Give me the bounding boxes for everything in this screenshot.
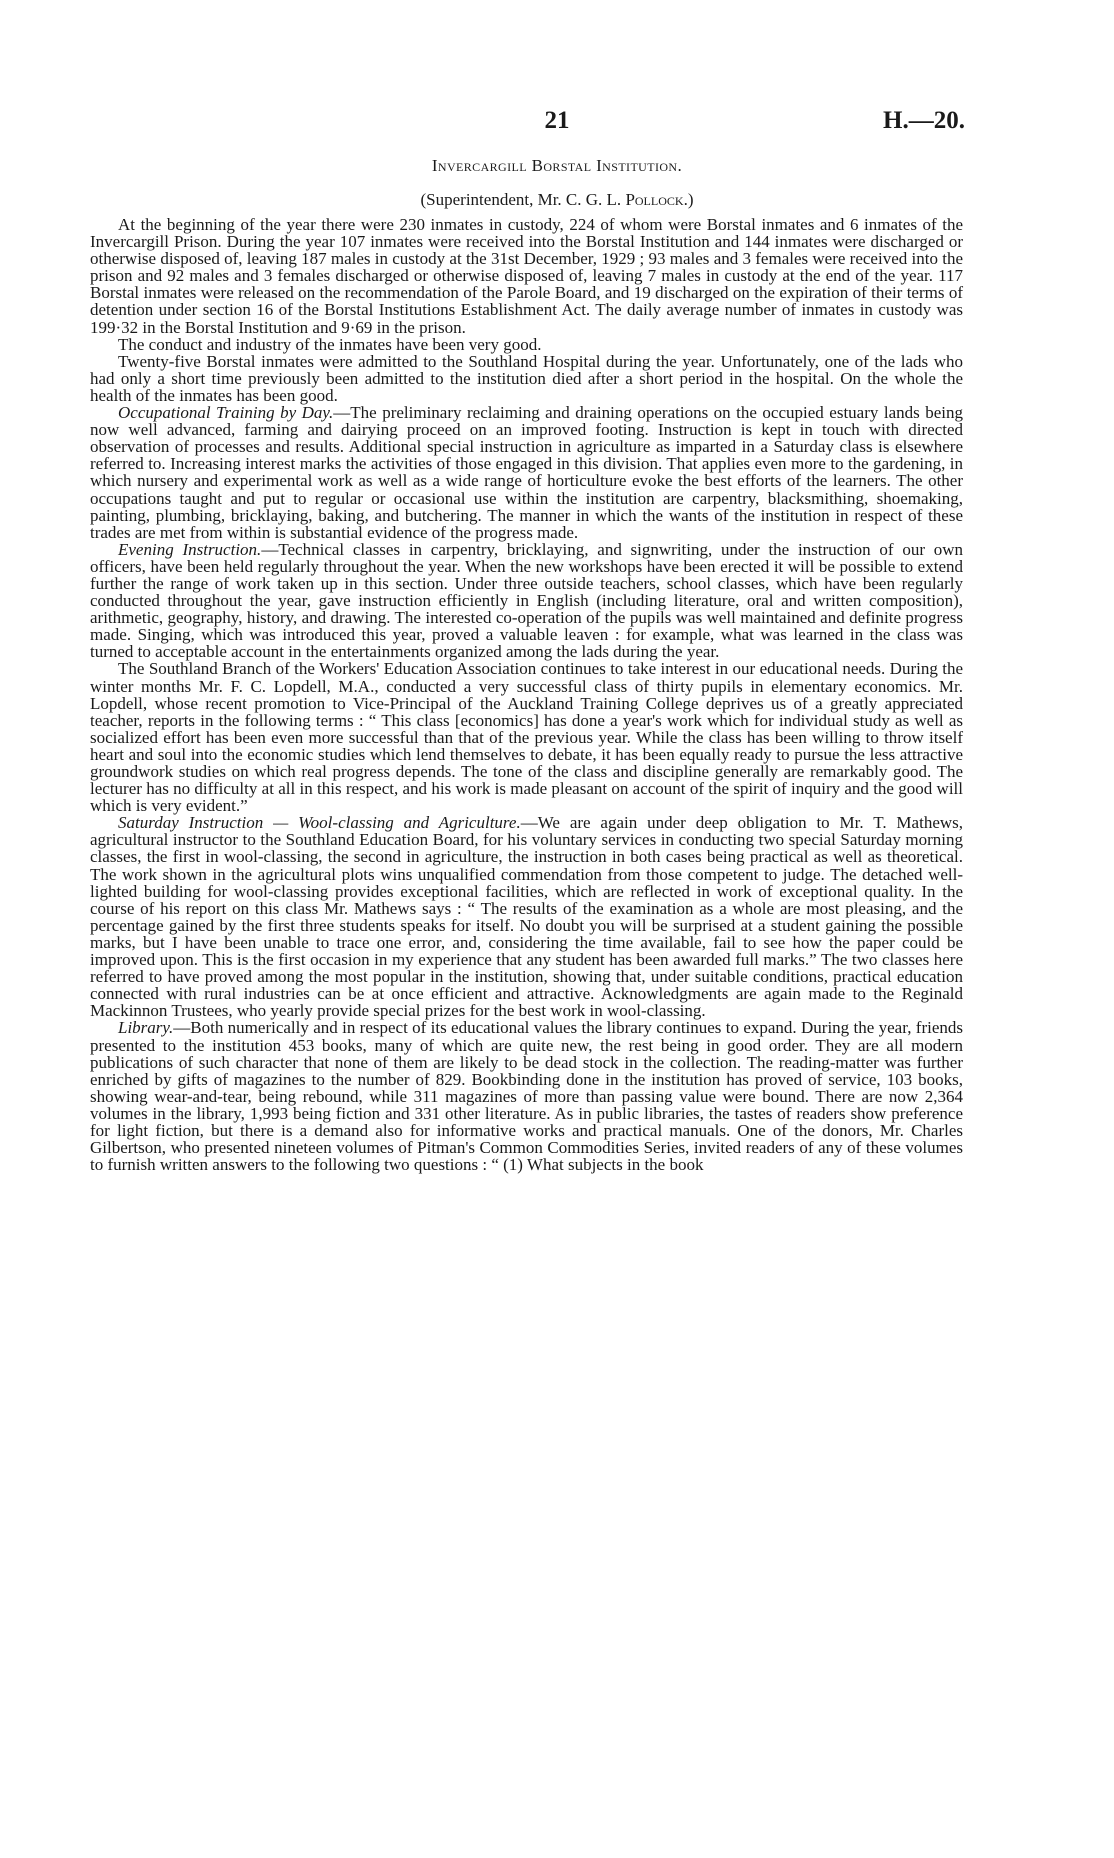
superintendent-name: Pollock xyxy=(625,190,684,209)
paragraph-lead-heading: Library. xyxy=(118,1018,174,1038)
paragraph-saturday-instruction xyxy=(90,814,963,1019)
superintendent-prefix: (Superintendent, Mr. C. G. L. xyxy=(420,190,622,209)
paragraph-library xyxy=(90,1019,963,1173)
paragraph-text: Twenty-five Borstal inmates were admitted to the Southland Hospital during the year. Unfortunately, one of the lads who had only a short time previously been admitted to the institution died after a short period in the hospital. On the whole the health of the inmates has been good. xyxy=(90,351,963,405)
page-number: 21 xyxy=(544,107,570,134)
paragraph-text: At the beginning of the year there were 230 inmates in custody, 224 of whom were Borstal inmates and 6 inmates of the Invercargill Prison. During the year 107 inmates were received into the Borstal Institution and 144 inmates were discharged or otherwise disposed of, leaving 187 males in custody at the 31st December, 1929 ; 93 males and 3 females were received into the prison and 92 males and 3 females discharged or otherwise disposed of, leaving 7 males in custody at the end of the year. 117 Borstal inmates were released on the recommendation of the Parole Board, and 19 discharged on the expiration of their terms of detention under section 16 of the Borstal Institutions Establishment Act. The daily average number of inmates in custody was 199·32 in the Borstal Institution and 9·69 in the prison. xyxy=(90,215,963,337)
section-title: Invercargill Borstal Institution. xyxy=(431,156,683,175)
paragraph-text: —Both numerically and in respect of its educational values the library continues to expand. During the year, friends presented to the institution 453 books, many of which are quite new, the rest being in good order. They are all modern publications of such character that none of them are likely to be dead stock in the collection. The reading-matter was further enriched by gifts of magazines to the number of 829. Bookbinding done in the institution has proved of service, 103 books, showing wear-and-tear, being rebound, while 311 magazines of more than passing value were bound. There are now 2,364 volumes in the library, 1,993 being fiction and 331 other literature. As in public libraries, the tastes of readers show preference for light fiction, but there is a demand also for informative works and practical manuals. One of the donors, Mr. Charles Gilbertson, who presented nineteen volumes of Pitman's Common Commodities Series, invited readers of any of these volumes to furnish written answers to the following two questions : “ (1) What subjects in the book xyxy=(90,1018,963,1175)
paragraph-text: The Southland Branch of the Workers' Education Association continues to take interest in our educational needs. During the winter months Mr. F. C. Lopdell, M.A., conducted a very successful class of thirty pupils in elementary economics. Mr. Lopdell, whose recent promotion to Vice-Principal of the Auckland Training College deprives us of a greatly appreciated teacher, reports in the following terms : “ This class [economics] has done a year's work which for individual study as well as socialized effort has been even more successful than that of the previous year. While the class has been willing to throw itself heart and soul into the economic studies which lend themselves to debate, it has been equally ready to pursue the less attractive groundwork studies on which real progress depends. The tone of the class and discipline generally are remarkably good. The lecturer has no difficulty at all in this respect, and his work is made pleasant on account of the spirit of inquiry and the good will which is very evident.” xyxy=(90,659,963,816)
paragraph-custody-summary xyxy=(90,216,963,336)
superintendent-suffix: .) xyxy=(683,190,694,209)
paragraph-lead-heading: Saturday Instruction — Wool-classing and Agriculture. xyxy=(118,813,521,833)
paragraph-conduct xyxy=(90,336,963,353)
paragraph-hospital xyxy=(90,353,963,404)
paragraph-lead-heading: Occupational Training by Day. xyxy=(118,403,334,423)
document-code: H.—20. xyxy=(883,107,965,134)
paragraph-text: —The preliminary reclaiming and draining operations on the occupied estuary lands being now well advanced, farming and dairying proceed on an improved footing. Instruction is kept in touch with directed observation of processes and results. Additional special instruction in agriculture as imparted in a Saturday class is elsewhere referred to. Increasing interest marks the activities of those engaged in this division. That applies even more to the gardening, in which nursery and experimental work as well as a wide range of horticulture evoke the best efforts of the learners. The other occupations taught and put to regular or occasional use within the institution are carpentry, blacksmithing, shoemaking, painting, plumbing, bricklaying, baking, and butchering. The manner in which the wants of the institution in respect of these trades are met from within is substantial evidence of the progress made. xyxy=(90,403,964,542)
paragraph-evening-instruction xyxy=(90,541,963,661)
paragraph-workers-education xyxy=(90,660,963,814)
paragraph-text: —Technical classes in carpentry, bricklaying, and signwriting, under the instruction of our own officers, have been held regularly throughout the year. When the new workshops have been erected it will be possible to extend further the range of work taken up in this section. Under three outside teachers, school classes, which have been regularly conducted throughout the year, gave instruction efficiently in English (including literature, oral and written composition), arithmetic, geography, history, and drawing. The interested co-operation of the pupils was well maintained and definite progress made. Singing, which was introduced this year, proved a valuable leaven : for example, what was learned in the class was turned to acceptable account in the entertainments organized among the lads during the year. xyxy=(90,539,963,662)
paragraph-text: The conduct and industry of the inmates have been very good. xyxy=(118,334,542,354)
paragraph-occupational-training xyxy=(90,404,963,541)
paragraph-text: —We are again under deep obligation to Mr. T. Mathews, agricultural instructor to the Southland Education Board, for his voluntary services in conducting two special Saturday morning classes, the first in wool-classing, the second in agriculture, the instruction in both cases being practical as well as theoretical. The work shown in the agricultural plots wins unqualified commendation from those competent to judge. The detached well-lighted building for wool-classing provides exceptional facilities, which are reflected in work of exceptional quality. In the course of his report on this class Mr. Mathews says : “ The results of the examination as a whole are most pleasing, and the percentage gained by the first three students speaks for itself. No doubt you will be surprised at a student gaining the possible marks, but I have been unable to trace one error, and, considering the time available, fail to see how the paper could be improved upon. This is the first occasion in my experience that any student has been awarded full marks.” The two classes here referred to have proved among the most popular in the institution, showing that, under suitable conditions, practical education connected with rural industries can be at once efficient and attractive. Acknowledgments are again made to the Reginald Mackinnon Trustees, who yearly provide special prizes for the best work in wool-classing. xyxy=(90,813,964,1021)
superintendent-line xyxy=(0,190,1114,210)
paragraph-lead-heading: Evening Instruction. xyxy=(118,539,262,559)
body-text xyxy=(90,216,963,1173)
